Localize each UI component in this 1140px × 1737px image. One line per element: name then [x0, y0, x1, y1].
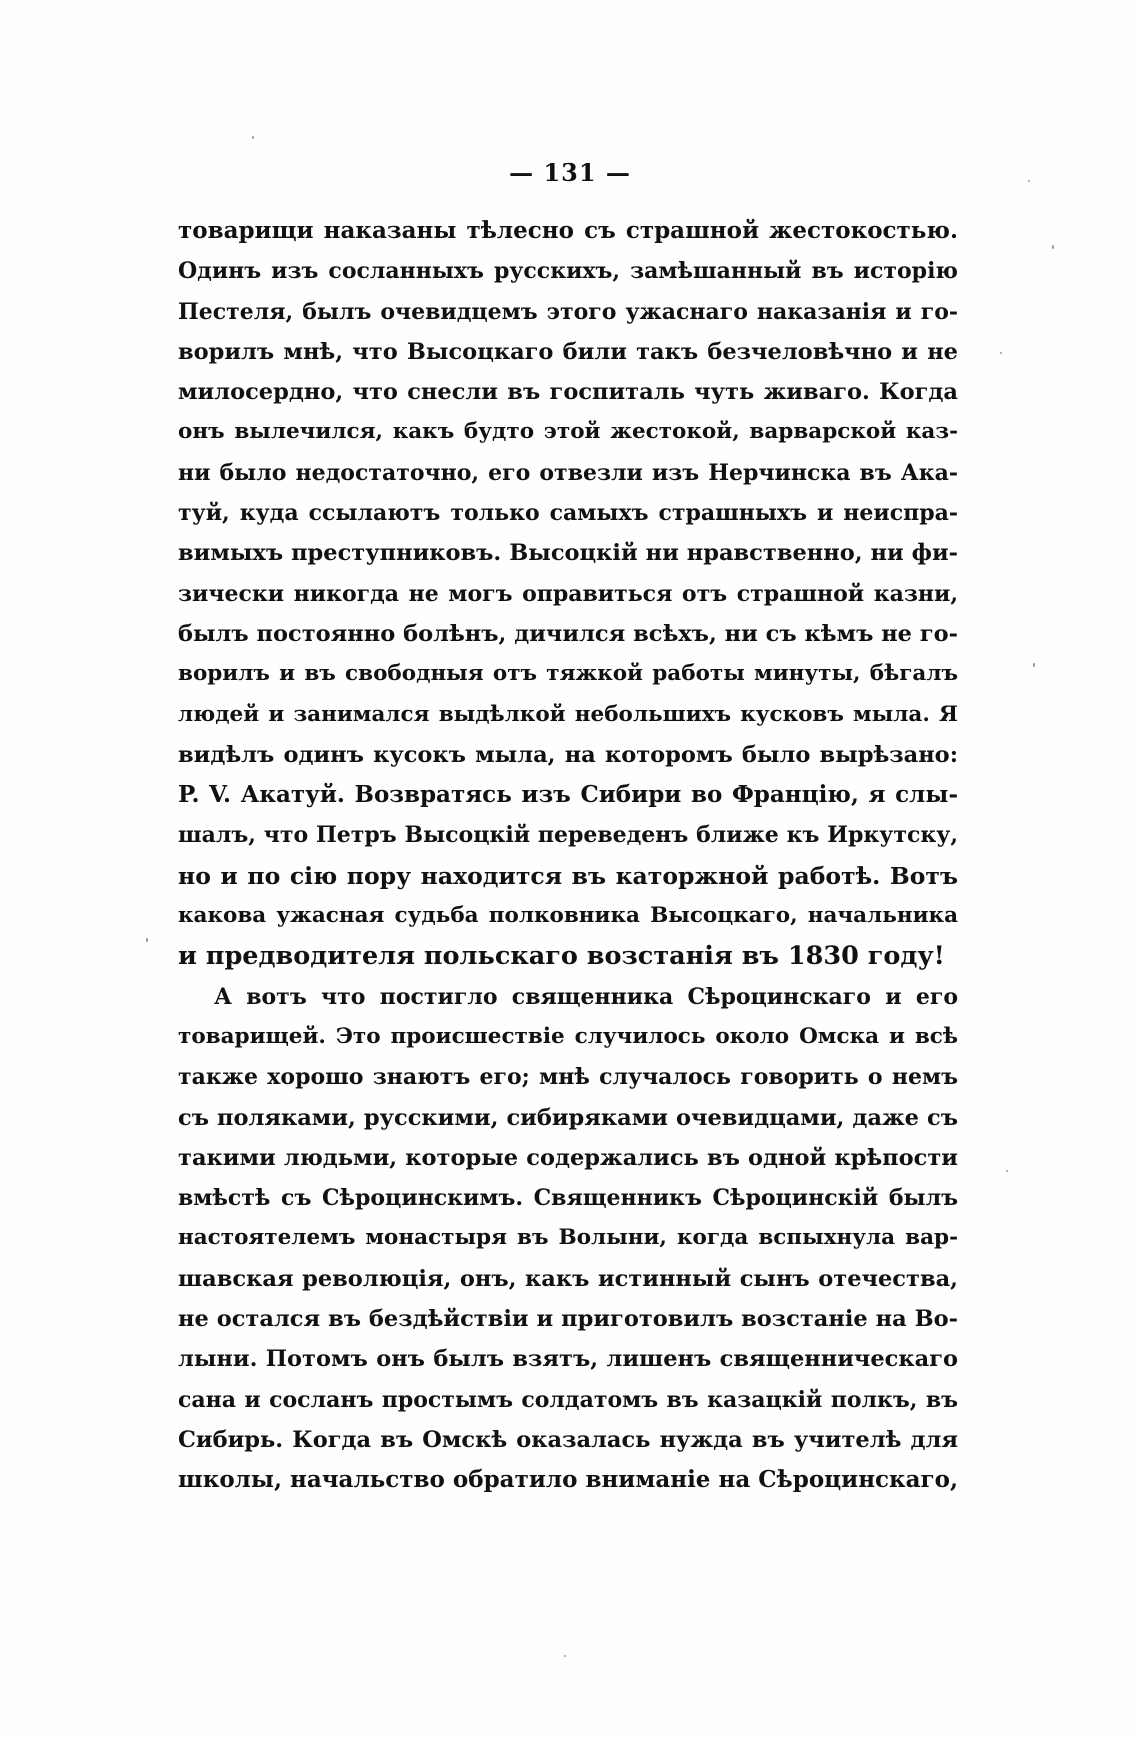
text-line: съ поляками, русскими, сибиряками очевидцами, даже съ [178, 1104, 958, 1131]
scan-speck [1033, 663, 1035, 667]
text-line: ворилъ мнѣ, что Высоцкаго били такъ безчеловѣчно и не [178, 338, 958, 365]
text-line: лыни. Потомъ онъ былъ взятъ, лишенъ священническаго [178, 1346, 958, 1373]
text-line: настоятелемъ монастыря въ Волыни, когда вспыхнула вар- [178, 1225, 958, 1251]
page-number: — 131 — [509, 158, 631, 187]
text-line: туй, куда ссылаютъ только самыхъ страшныхъ и неиспра- [178, 500, 958, 527]
text-line: но и по сію пору находится въ каторжной работѣ. Вотъ [178, 861, 958, 890]
text-line: Пестеля, былъ очевидцемъ этого ужаснаго наказанія и го- [178, 298, 958, 325]
scan-speck [564, 1655, 566, 1657]
text-line: школы, начальство обратило вниманіе на Сѣроцинскаго, [178, 1466, 958, 1494]
text-line: былъ постоянно болѣнъ, дичился всѣхъ, ни съ кѣмъ не го- [178, 620, 958, 647]
text-line: онъ вылечился, какъ будто этой жестокой, варварской каз- [178, 419, 958, 445]
scan-speck [1000, 352, 1002, 354]
text-line: сана и сосланъ простымъ солдатомъ въ казацкій полкъ, въ [178, 1386, 958, 1413]
scan-speck [146, 938, 148, 942]
text-line: какова ужасная судьба полковника Высоцкаго, начальника [178, 903, 958, 929]
text-line: вмѣстѣ съ Сѣроцинскимъ. Священникъ Сѣроцинскій былъ [178, 1185, 958, 1212]
text-line: ворилъ и въ свободныя отъ тяжкой работы минуты, бѣгалъ [178, 661, 958, 687]
text-line: людей и занимался выдѣлкой небольшихъ кусковъ мыла. Я [178, 701, 958, 727]
paragraph-end-line: и предводителя польскаго возстанія въ 1830 году! [178, 941, 945, 972]
text-line: вимыхъ преступниковъ. Высоцкій ни нравственно, ни фи- [178, 540, 958, 567]
text-line: милосердно, что снесли въ госпиталь чуть живаго. Когда [178, 379, 958, 406]
scan-speck [1006, 1170, 1008, 1172]
text-line: P. V. Акатуй. Возвратясь изъ Сибири во Францію, я слы- [178, 781, 958, 809]
text-line: Одинъ изъ сосланныхъ русскихъ, замѣшанный въ исторію [178, 258, 958, 285]
text-line: шавская революція, онъ, какъ истинный сынъ отечества, [178, 1265, 958, 1292]
scan-speck [1052, 245, 1054, 249]
text-line: такими людьми, которые содержались въ одной крѣпости [178, 1144, 958, 1171]
text-line: ни было недостаточно, его отвезли изъ Нерчинска въ Ака- [178, 459, 958, 486]
text-line: шалъ, что Петръ Высоцкій переведенъ ближе къ Иркутску, [178, 822, 958, 849]
text-line: товарищи наказаны тѣлесно съ страшной жестокостью. [178, 217, 958, 244]
scan-speck [252, 136, 254, 139]
text-line: зически никогда не могъ оправиться отъ страшной казни, [178, 580, 958, 607]
paragraph-start-line: А вотъ что постигло священника Сѣроцинскаго и его [214, 983, 958, 1010]
text-line: Сибирь. Когда въ Омскѣ оказалась нужда въ учителѣ для [178, 1426, 958, 1453]
text-line: не остался въ бездѣйствіи и приготовилъ возстаніе на Во- [178, 1306, 958, 1333]
text-line: также хорошо знаютъ его; мнѣ случалось говорить о немъ [178, 1064, 958, 1091]
body-text [178, 211, 958, 1501]
text-line: товарищей. Это происшествіе случилось около Омска и всѣ [178, 1023, 958, 1049]
scan-speck [1028, 180, 1030, 182]
text-line: видѣлъ одинъ кусокъ мыла, на которомъ было вырѣзано: [178, 741, 958, 768]
